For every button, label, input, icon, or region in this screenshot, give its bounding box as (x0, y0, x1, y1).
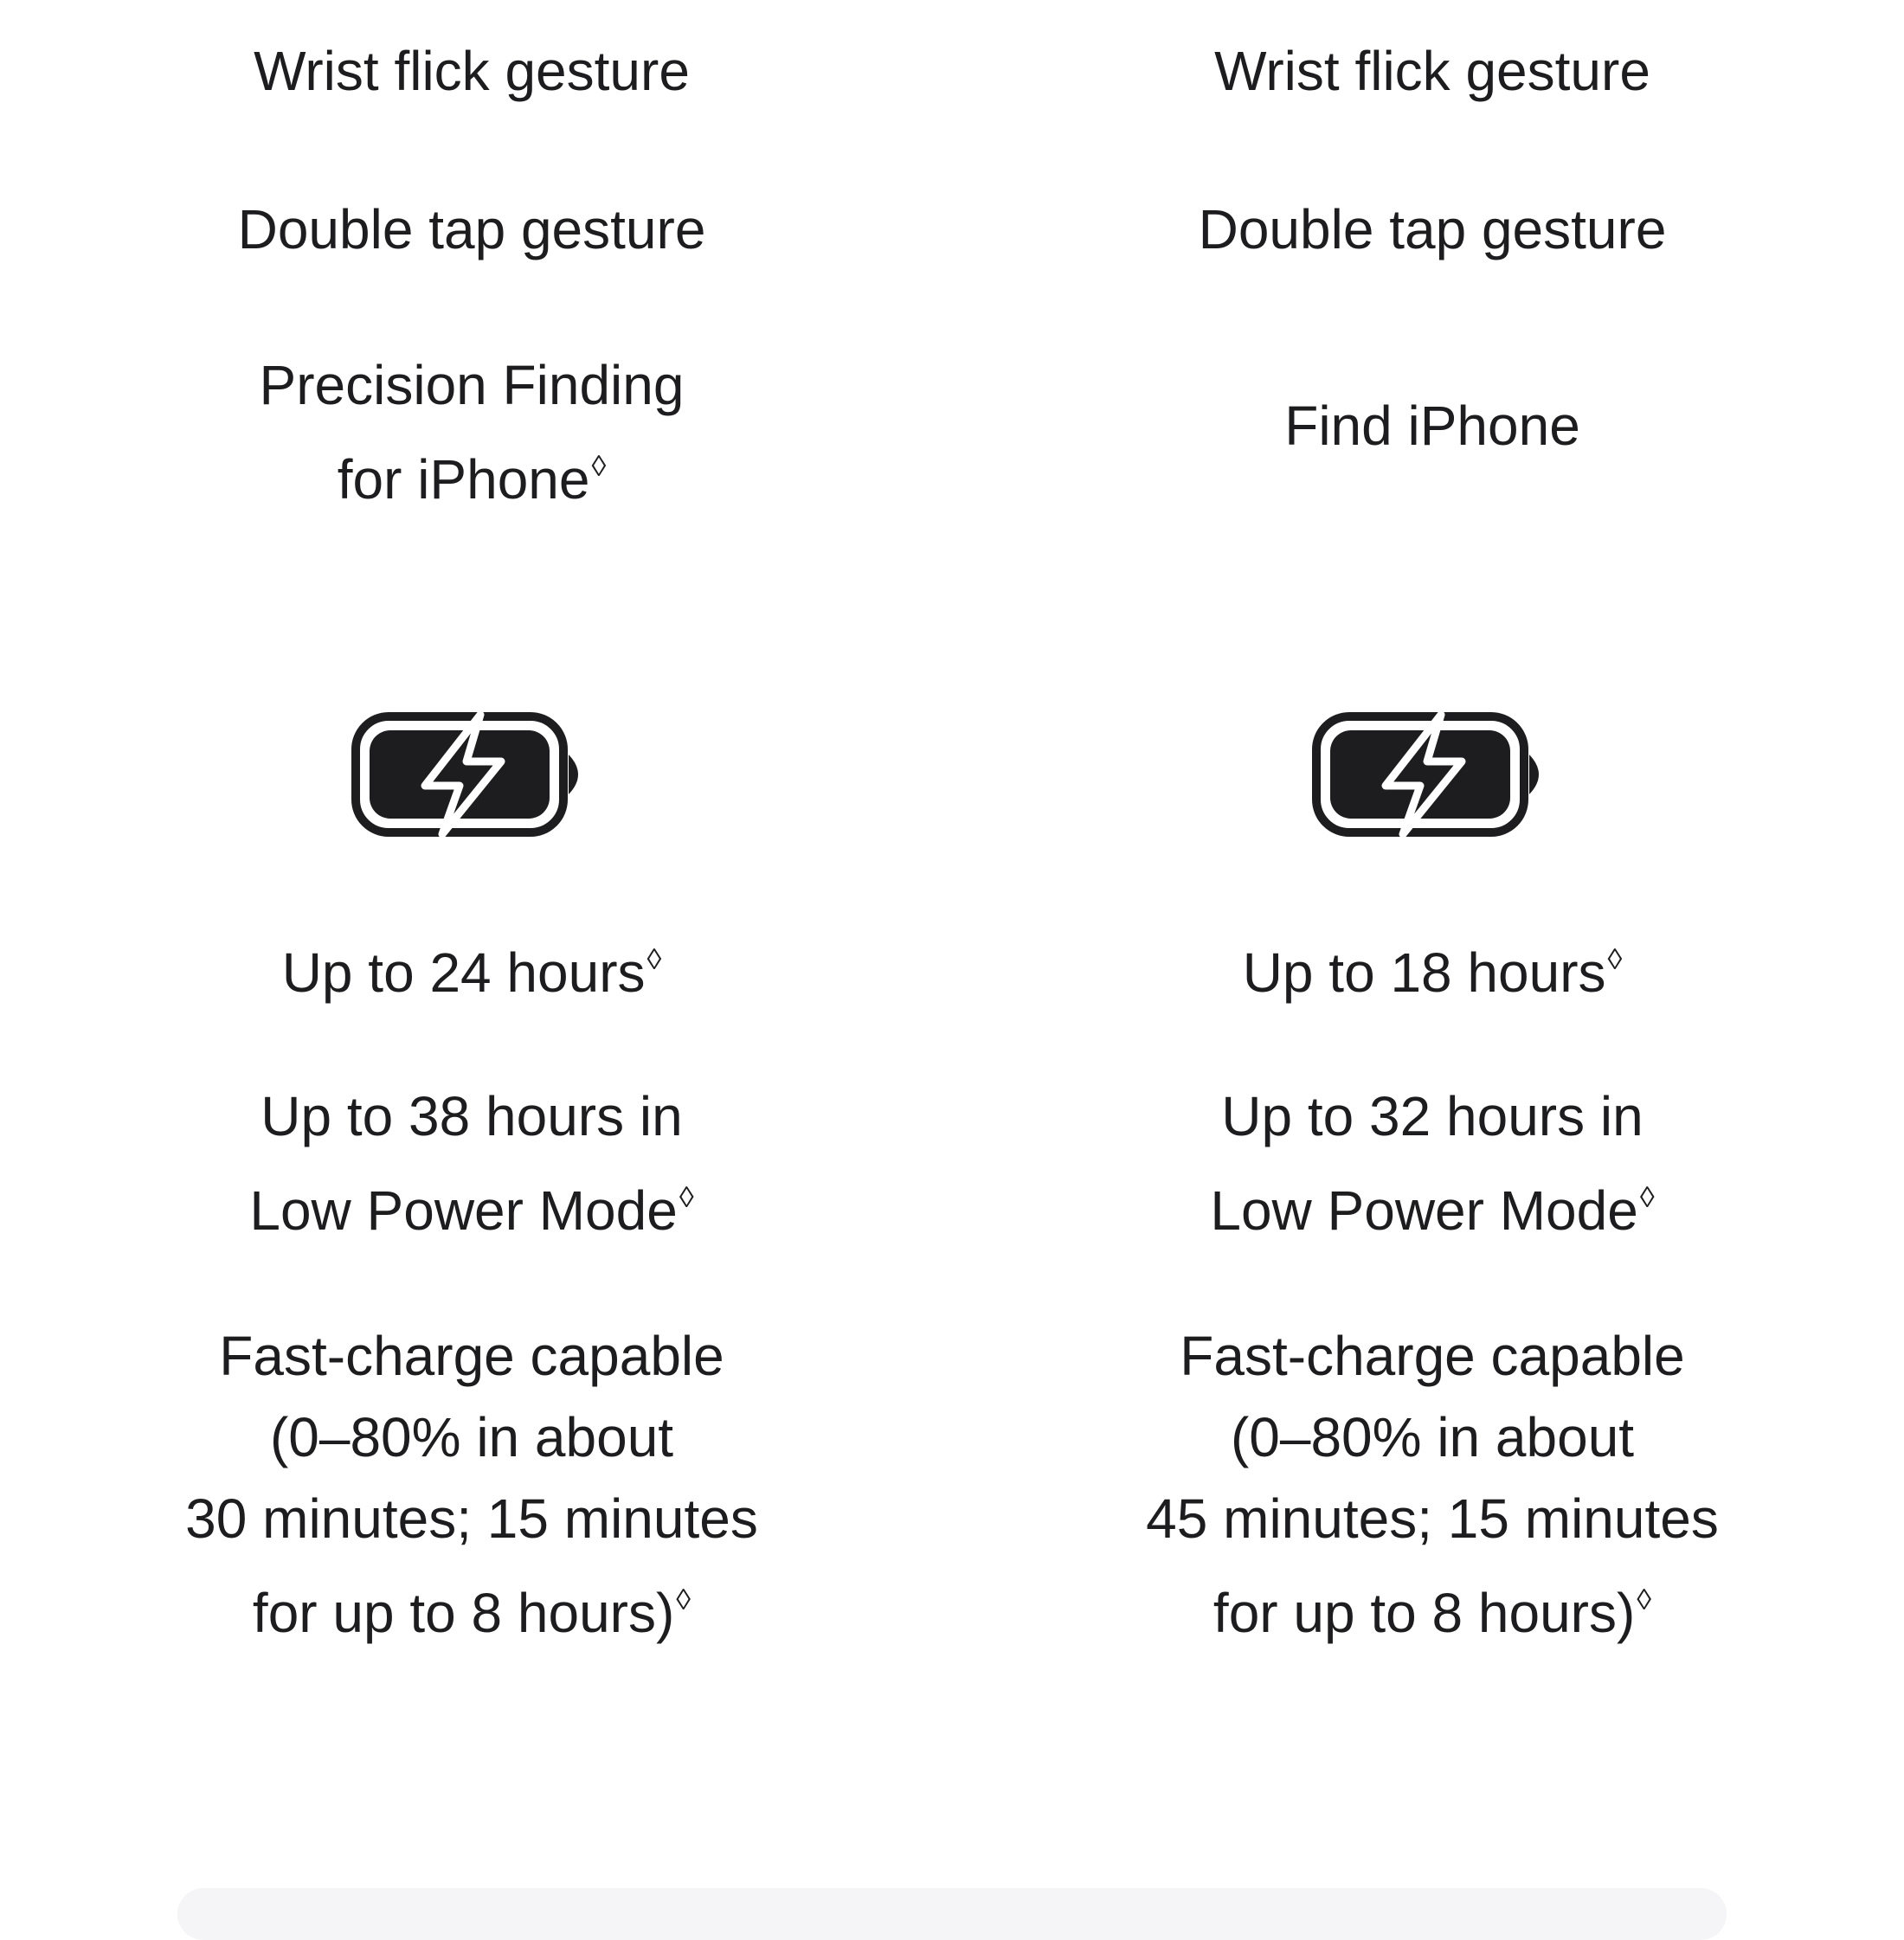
precision-finding: Precision Finding for iPhone◊ (259, 354, 685, 511)
double-tap-gesture: Double tap gesture (1198, 198, 1667, 260)
footnote-mark: ◊ (1607, 943, 1623, 976)
low-power-mode-battery: Up to 38 hours in Low Power Mode◊ (249, 1085, 694, 1242)
footnote-mark: ◊ (1639, 1181, 1655, 1214)
battery-life: Up to 18 hours◊ (1242, 941, 1623, 1004)
double-tap-gesture: Double tap gesture (237, 198, 706, 260)
battery-charging-icon (351, 710, 593, 839)
footnote-mark: ◊ (591, 450, 607, 483)
wrist-flick-gesture: Wrist flick gesture (1214, 40, 1650, 102)
battery-charging-icon (1311, 710, 1553, 839)
fast-charge: Fast-charge capable (0–80% in about 30 minutes; 15 minutes for up to 8 hours)◊ (185, 1325, 758, 1644)
low-power-mode-battery: Up to 32 hours in Low Power Mode◊ (1210, 1085, 1655, 1242)
battery-life: Up to 24 hours◊ (281, 941, 662, 1004)
footnote-mark: ◊ (676, 1583, 691, 1616)
fast-charge: Fast-charge capable (0–80% in about 45 minutes; 15 minutes for up to 8 hours)◊ (1146, 1325, 1719, 1644)
wrist-flick-gesture: Wrist flick gesture (254, 40, 690, 102)
footnote-mark: ◊ (679, 1181, 694, 1214)
find-iphone: Find iPhone (1284, 395, 1580, 457)
bottom-card (177, 1888, 1727, 1940)
footnote-mark: ◊ (646, 943, 662, 976)
footnote-mark: ◊ (1637, 1583, 1652, 1616)
